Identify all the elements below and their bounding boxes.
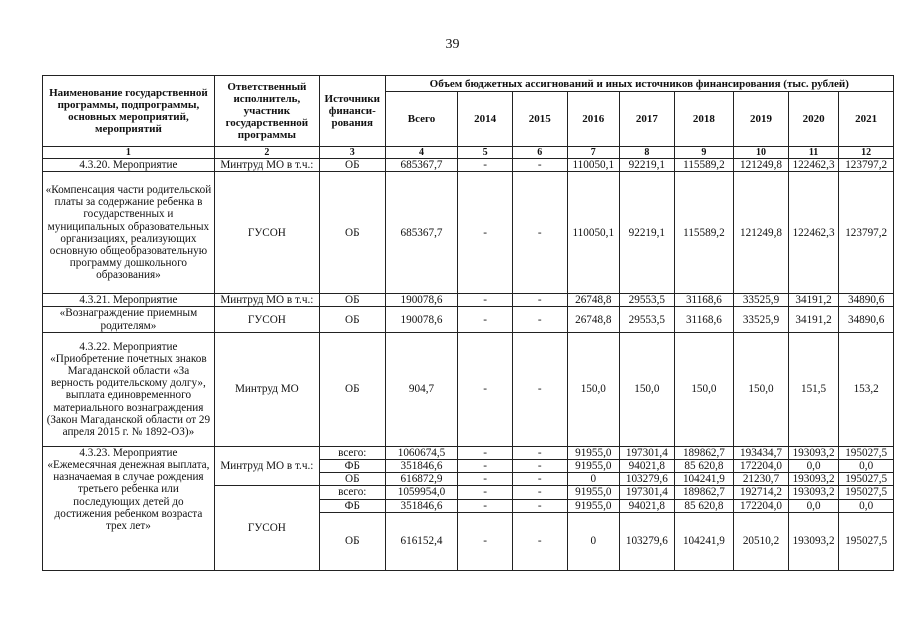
value-cell: 193434,7 — [734, 446, 789, 459]
executor-cell: ГУСОН — [214, 172, 319, 294]
header-year-2014: 2014 — [458, 92, 513, 147]
value-cell: - — [458, 332, 513, 446]
value-cell: 197301,4 — [620, 486, 675, 499]
table-row — [43, 172, 894, 294]
value-cell: - — [458, 172, 513, 294]
value-cell: 110050,1 — [567, 159, 620, 172]
executor-cell: Минтруд МО — [214, 332, 319, 446]
column-number: 10 — [734, 147, 789, 159]
executor-cell: Минтруд МО в т.ч.: — [214, 294, 319, 307]
value-cell: 195027,5 — [839, 512, 894, 570]
value-cell: 121249,8 — [734, 172, 789, 294]
row-description: «Вознаграждение приемным родителям» — [43, 307, 215, 332]
value-cell: - — [512, 512, 567, 570]
value-cell: - — [458, 460, 513, 473]
value-cell: 150,0 — [734, 332, 789, 446]
executor-cell: ГУСОН — [214, 307, 319, 332]
value-cell: 195027,5 — [839, 473, 894, 486]
value-cell: 31168,6 — [674, 307, 734, 332]
header-year-2015: 2015 — [512, 92, 567, 147]
value-cell: 91955,0 — [567, 460, 620, 473]
header-name: Наименование государственной программы, подпрограммы, основных мероприятий, мероприятий — [43, 76, 215, 147]
value-cell: 0,0 — [788, 499, 839, 512]
value-cell: 195027,5 — [839, 446, 894, 459]
value-cell: - — [458, 499, 513, 512]
value-cell: - — [512, 172, 567, 294]
value-cell: - — [512, 473, 567, 486]
value-cell: 34890,6 — [839, 294, 894, 307]
header-year-2021: 2021 — [839, 92, 894, 147]
value-cell: 21230,7 — [734, 473, 789, 486]
header-funding-group: Объем бюджетных ассигнований и иных источников финансирования (тыс. рублей) — [385, 76, 893, 92]
value-cell: 34191,2 — [788, 294, 839, 307]
value-cell: 192714,2 — [734, 486, 789, 499]
value-cell: 26748,8 — [567, 294, 620, 307]
source-cell: ОБ — [319, 473, 385, 486]
value-cell: 115589,2 — [674, 172, 734, 294]
total-cell: 351846,6 — [385, 499, 458, 512]
budget-table — [42, 75, 894, 571]
executor-cell: ГУСОН — [214, 486, 319, 570]
value-cell: - — [512, 486, 567, 499]
executor-cell: Минтруд МО в т.ч.: — [214, 446, 319, 486]
total-cell: 616152,4 — [385, 512, 458, 570]
value-cell: 33525,9 — [734, 307, 789, 332]
value-cell: 92219,1 — [620, 159, 675, 172]
source-cell: ОБ — [319, 159, 385, 172]
value-cell: 29553,5 — [620, 307, 675, 332]
value-cell: 0,0 — [839, 460, 894, 473]
value-cell: 103279,6 — [620, 512, 675, 570]
value-cell: 150,0 — [674, 332, 734, 446]
column-number: 5 — [458, 147, 513, 159]
table-row — [43, 307, 894, 332]
value-cell: - — [512, 294, 567, 307]
value-cell: 197301,4 — [620, 446, 675, 459]
value-cell: 29553,5 — [620, 294, 675, 307]
row-title: 4.3.21. Мероприятие — [43, 294, 215, 307]
value-cell: 94021,8 — [620, 460, 675, 473]
value-cell: 0,0 — [839, 499, 894, 512]
value-cell: 189862,7 — [674, 486, 734, 499]
header-source: Источники финанси-рования — [319, 76, 385, 147]
value-cell: - — [512, 460, 567, 473]
value-cell: 20510,2 — [734, 512, 789, 570]
value-cell: 193093,2 — [788, 512, 839, 570]
total-cell: 1060674,5 — [385, 446, 458, 459]
value-cell: 34191,2 — [788, 307, 839, 332]
value-cell: - — [512, 499, 567, 512]
header-executor: Ответственный исполнитель, участник государственной программы — [214, 76, 319, 147]
source-cell: всего: — [319, 486, 385, 499]
header-year-2020: 2020 — [788, 92, 839, 147]
value-cell: 193093,2 — [788, 446, 839, 459]
value-cell: 103279,6 — [620, 473, 675, 486]
source-cell: ОБ — [319, 332, 385, 446]
table-row — [43, 294, 894, 307]
value-cell: 34890,6 — [839, 307, 894, 332]
source-cell: ОБ — [319, 172, 385, 294]
header-year-2019: 2019 — [734, 92, 789, 147]
value-cell: 104241,9 — [674, 473, 734, 486]
row-description: 4.3.22. Мероприятие «Приобретение почетных знаков Магаданской области «За верность родительскому долгу», выплата единовременного материального вознаграждения (Закон Магаданской области от 29 апреля 2015 г. № 1892-ОЗ)» — [43, 332, 215, 446]
source-cell: всего: — [319, 446, 385, 459]
column-number-row — [43, 147, 894, 159]
total-cell: 685367,7 — [385, 159, 458, 172]
executor-cell: Минтруд МО в т.ч.: — [214, 159, 319, 172]
value-cell: 195027,5 — [839, 486, 894, 499]
value-cell: 151,5 — [788, 332, 839, 446]
source-cell: ФБ — [319, 460, 385, 473]
value-cell: 193093,2 — [788, 486, 839, 499]
column-number: 12 — [839, 147, 894, 159]
value-cell: 85 620,8 — [674, 460, 734, 473]
value-cell: 193093,2 — [788, 473, 839, 486]
row-description: «Компенсация части родительской платы за содержание ребенка в государственных и муниципальных образовательных организациях, реализующих основную общеобразовательную программу дошкольного образования» — [43, 172, 215, 294]
value-cell: 26748,8 — [567, 307, 620, 332]
source-cell: ФБ — [319, 499, 385, 512]
value-cell: 0,0 — [788, 460, 839, 473]
value-cell: - — [458, 486, 513, 499]
header-total: Всего — [385, 92, 458, 147]
value-cell: 85 620,8 — [674, 499, 734, 512]
source-cell: ОБ — [319, 512, 385, 570]
value-cell: - — [458, 473, 513, 486]
total-cell: 904,7 — [385, 332, 458, 446]
value-cell: - — [512, 446, 567, 459]
value-cell: 92219,1 — [620, 172, 675, 294]
value-cell: - — [458, 446, 513, 459]
column-number: 3 — [319, 147, 385, 159]
value-cell: 121249,8 — [734, 159, 789, 172]
table-row — [43, 446, 894, 459]
value-cell: 31168,6 — [674, 294, 734, 307]
column-number: 8 — [620, 147, 675, 159]
column-number: 11 — [788, 147, 839, 159]
page-number: 39 — [445, 37, 460, 52]
value-cell: 91955,0 — [567, 486, 620, 499]
total-cell: 190078,6 — [385, 294, 458, 307]
value-cell: 189862,7 — [674, 446, 734, 459]
value-cell: 172204,0 — [734, 460, 789, 473]
value-cell: 104241,9 — [674, 512, 734, 570]
column-number: 7 — [567, 147, 620, 159]
value-cell: 115589,2 — [674, 159, 734, 172]
value-cell: 33525,9 — [734, 294, 789, 307]
value-cell: 0 — [567, 473, 620, 486]
total-cell: 616872,9 — [385, 473, 458, 486]
header-year-2016: 2016 — [567, 92, 620, 147]
column-number: 2 — [214, 147, 319, 159]
row-title: 4.3.20. Мероприятие — [43, 159, 215, 172]
value-cell: 91955,0 — [567, 499, 620, 512]
row-description: 4.3.23. Мероприятие «Ежемесячная денежная выплата, назначаемая в случае рождения третьего ребенка или последующих детей до достижения ребенком возраста трех лет» — [43, 446, 215, 570]
column-number: 9 — [674, 147, 734, 159]
value-cell: - — [458, 307, 513, 332]
table-row — [43, 332, 894, 446]
source-cell: ОБ — [319, 307, 385, 332]
value-cell: 123797,2 — [839, 172, 894, 294]
value-cell: 110050,1 — [567, 172, 620, 294]
table-row — [43, 159, 894, 172]
header-year-2017: 2017 — [620, 92, 675, 147]
value-cell: - — [458, 294, 513, 307]
value-cell: 172204,0 — [734, 499, 789, 512]
total-cell: 1059954,0 — [385, 486, 458, 499]
value-cell: 153,2 — [839, 332, 894, 446]
value-cell: 150,0 — [567, 332, 620, 446]
source-cell: ОБ — [319, 294, 385, 307]
header-year-2018: 2018 — [674, 92, 734, 147]
column-number: 4 — [385, 147, 458, 159]
value-cell: 94021,8 — [620, 499, 675, 512]
value-cell: - — [458, 159, 513, 172]
value-cell: - — [458, 512, 513, 570]
total-cell: 190078,6 — [385, 307, 458, 332]
column-number: 6 — [512, 147, 567, 159]
value-cell: 123797,2 — [839, 159, 894, 172]
value-cell: - — [512, 307, 567, 332]
total-cell: 351846,6 — [385, 460, 458, 473]
value-cell: 0 — [567, 512, 620, 570]
value-cell: 122462,3 — [788, 159, 839, 172]
total-cell: 685367,7 — [385, 172, 458, 294]
column-number: 1 — [43, 147, 215, 159]
value-cell: 150,0 — [620, 332, 675, 446]
value-cell: 122462,3 — [788, 172, 839, 294]
value-cell: 91955,0 — [567, 446, 620, 459]
value-cell: - — [512, 159, 567, 172]
value-cell: - — [512, 332, 567, 446]
